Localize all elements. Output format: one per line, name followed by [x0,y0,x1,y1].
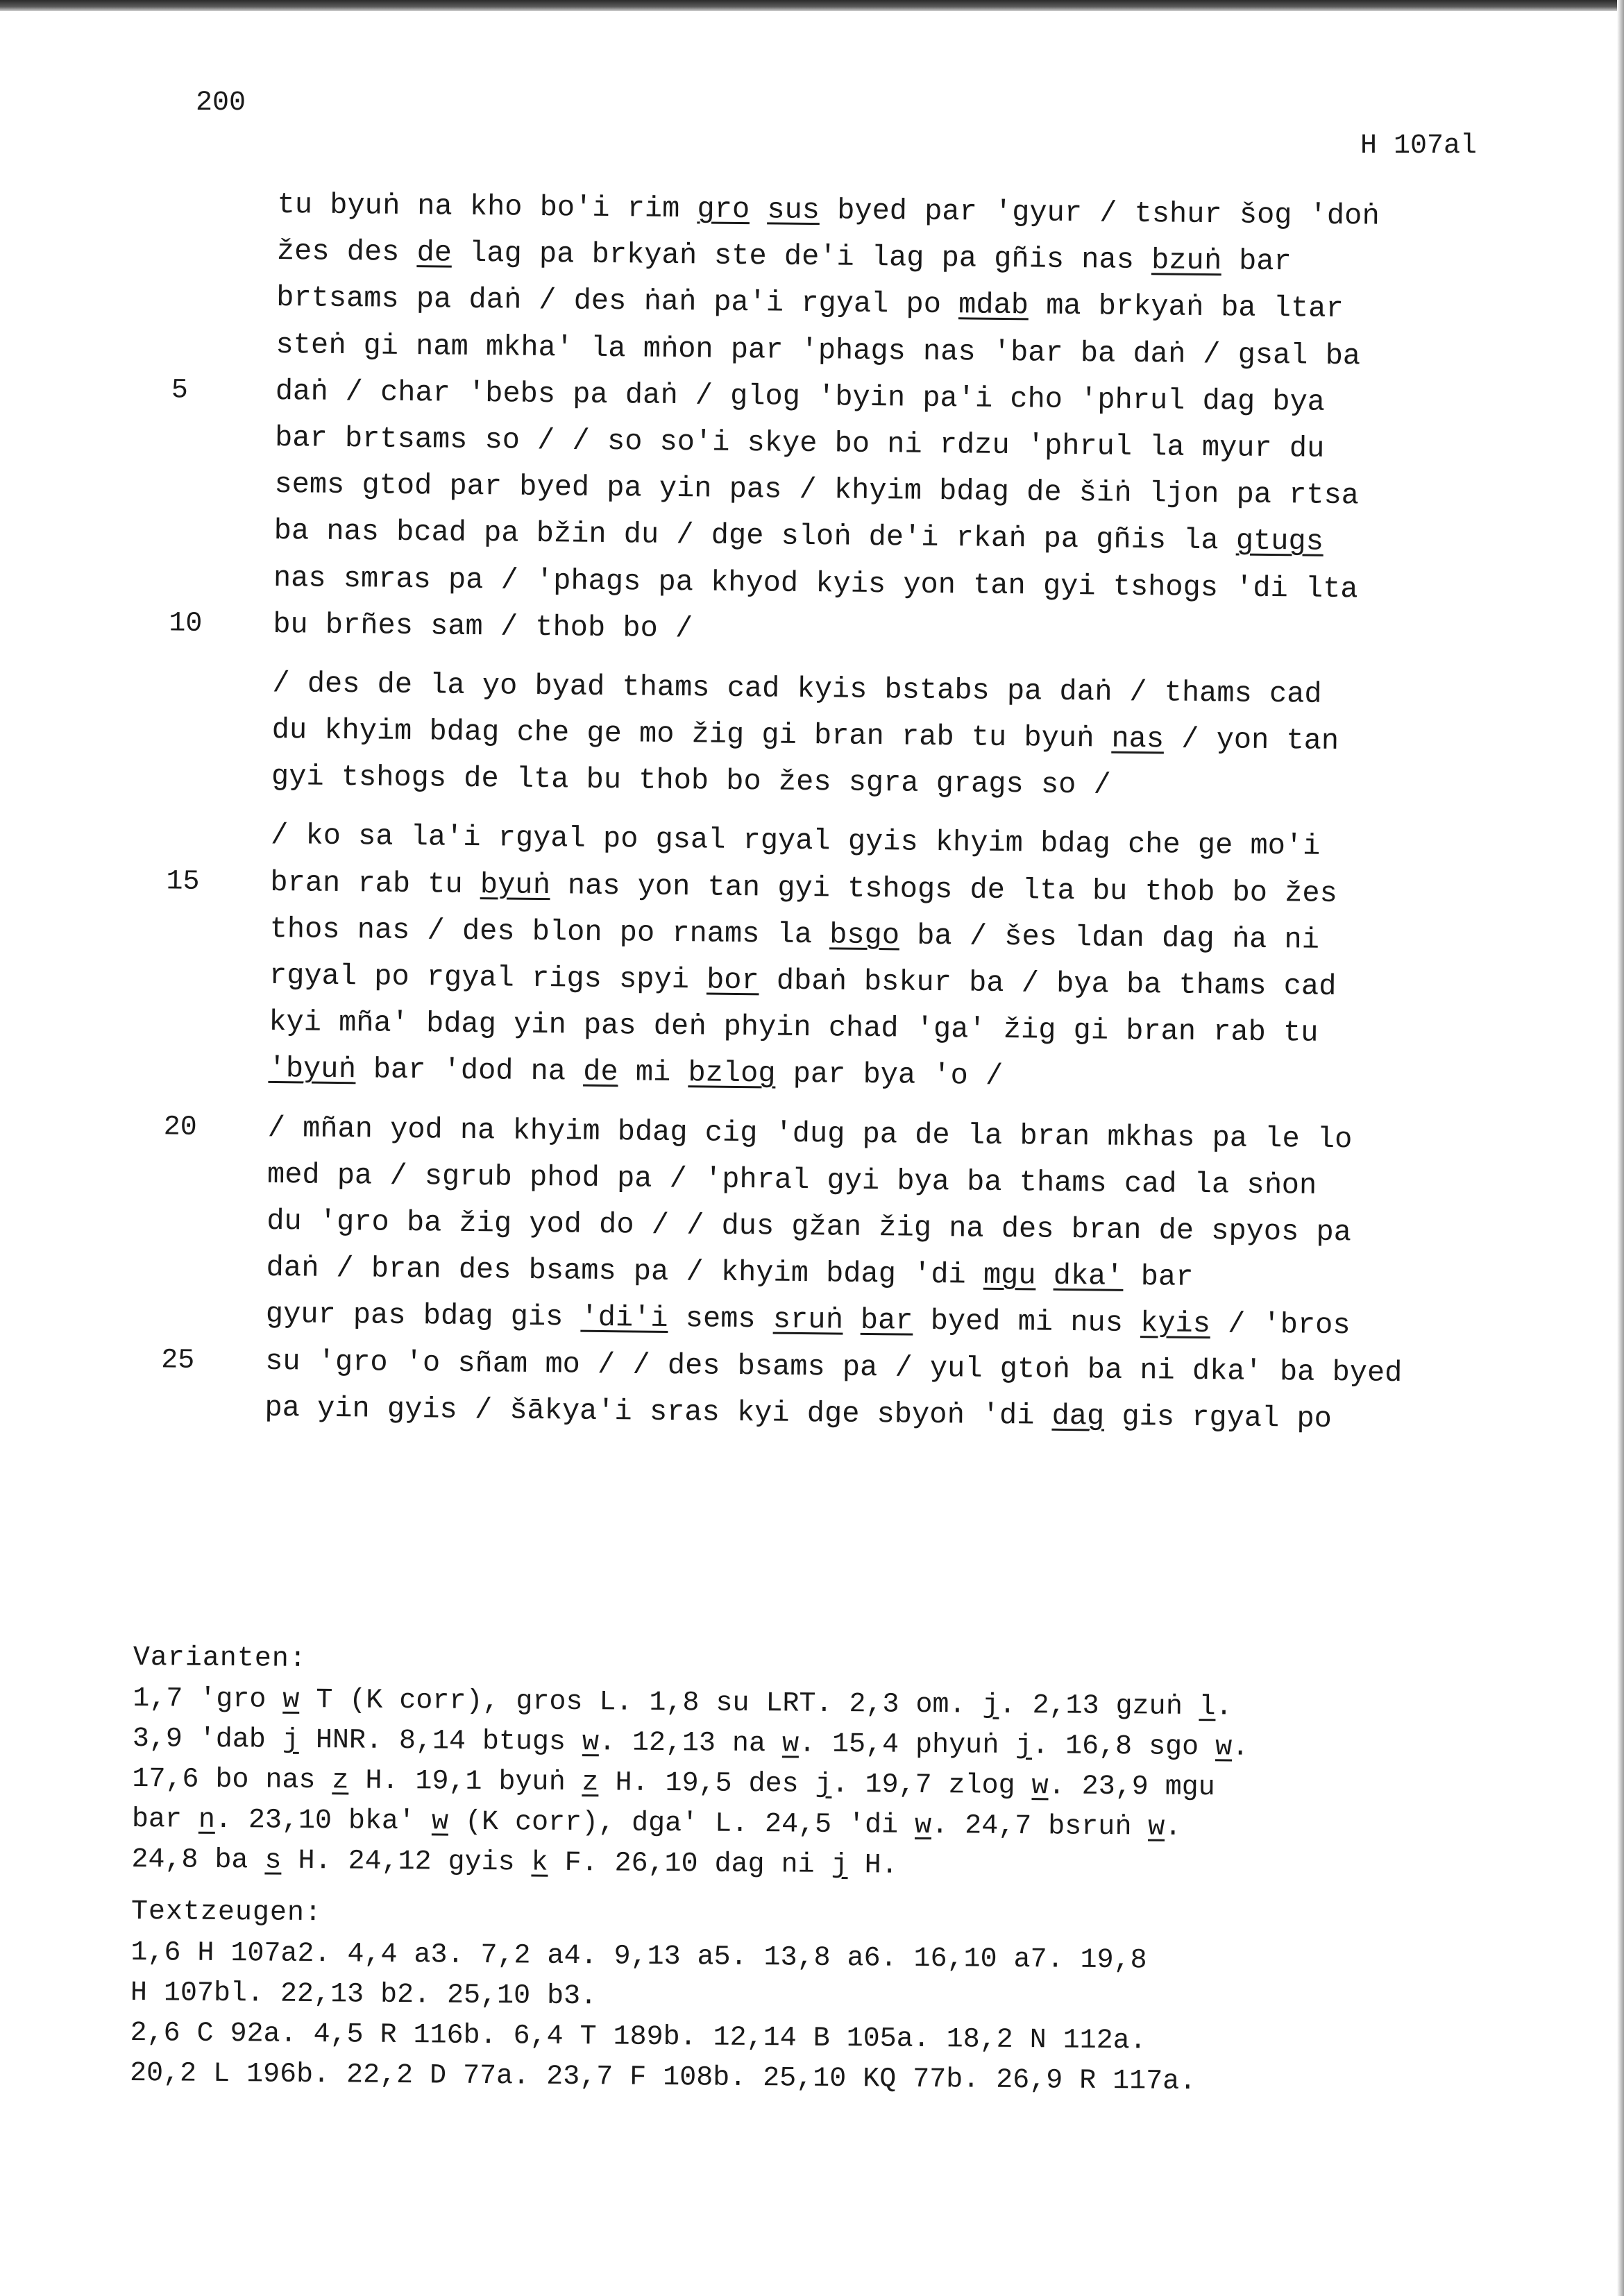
underlined-word: dka' [1053,1259,1124,1293]
varianten-heading: Varianten: [133,1642,307,1675]
underlined-word: w [582,1727,600,1759]
text-segment: bar brtsams so / / so so'i skye bo ni rdzu 'phrul la myur du [274,420,1325,466]
text-segment: H. 19,1 byuṅ [348,1765,582,1799]
text-segment: du khyim bdag che ge mo žig gi bran rab tu byuṅ [271,713,1112,756]
text-segment: 2,6 C 92a. 4,5 R 116b. 6,4 T 189b. 12,14 B 105a. 18,2 N 112a. [130,2017,1147,2057]
manuscript-sigil: H 107al [1360,130,1478,162]
text-segment: . 24,7 bsruṅ [931,1810,1149,1844]
text-segment: 3,9 'dab [132,1723,283,1756]
underlined-word: bor [706,963,759,998]
scan-top-edge [0,0,1624,11]
text-segment: nas yon tan gyi tshogs de lta bu thob bo žes [550,868,1338,910]
text-segment: pa yin gyis / šākya'i sras kyi dge sbyoṅ 'di [264,1391,1052,1433]
text-segment: bar [1123,1259,1194,1295]
underlined-word: byuṅ [480,867,550,902]
textzeugen-heading: Textzeugen: [130,1896,323,1930]
text-segment: H 107bl. 22,13 b2. 25,10 b3. [130,1977,598,2013]
underlined-word: bar [860,1304,913,1338]
underlined-word: bsgo [829,918,900,953]
underlined-word: 'di'i [580,1300,668,1336]
underlined-word: de [416,236,452,270]
text-segment: . [1231,1732,1249,1764]
text-segment: bar [1221,244,1292,279]
text-segment: . 12,13 na [598,1727,783,1760]
underlined-word: bzuṅ [1151,244,1222,278]
underlined-word: bzlog [688,1056,776,1091]
text-segment: su 'gro 'o sñam mo / / des bsams pa / yul gtoṅ ba ni dka' ba byed [264,1344,1403,1390]
text-segment: bar 'dod na [355,1053,584,1089]
underlined-word: w [781,1728,800,1760]
text-segment: sems [668,1302,774,1336]
page-number: 200 [196,87,246,119]
main-text [160,182,1513,1444]
underlined-word: j [282,1724,300,1756]
text-segment [750,193,768,226]
text-segment: / des de la yo byad thams cad kyis bstabs pa daṅ / thams cad [272,666,1322,711]
textzeugen-list [130,1933,1491,2104]
underlined-word: w [431,1806,449,1838]
text-segment: . 23,9 mgu [1048,1771,1215,1804]
underlined-word: j [831,1849,848,1882]
underlined-word: w [1215,1732,1233,1764]
text-segment [1035,1259,1054,1293]
underlined-word: 'byuṅ [268,1052,356,1087]
text-segment: (K corr), dga' L. 24,5 'di [448,1806,915,1842]
critical-apparatus [130,1638,1494,2104]
underlined-word: z [332,1765,349,1797]
text-segment: gyi tshogs de lta bu thob bo žes sgra grags so / [271,760,1112,802]
underlined-word: gro [697,192,750,227]
text-segment: F. 26,10 dag ni [548,1847,831,1881]
underlined-word: kyis [1140,1307,1211,1341]
line-number: 25 [160,1344,195,1377]
text-segment: byed mi nus [913,1304,1141,1341]
text-segment: ma brkyaṅ ba ltar [1028,289,1344,326]
text-segment: H. [847,1850,898,1882]
underlined-word: s [264,1845,282,1877]
text-segment: gyur pas bdag gis [265,1298,581,1334]
underlined-word: z [582,1767,599,1799]
text-segment: . 19,7 zlog [831,1769,1032,1803]
text-segment: lag pa brkyaṅ ste de'i lag pa gñis nas [451,236,1152,278]
text-segment: HNR. 8,14 btugs [298,1724,583,1759]
text-segment: / ko sa la'i rgyal po gsal rgyal gyis khyim bdag che ge mo'i [270,819,1321,864]
text-segment: ba / šes ldan dag ṅa ni [899,919,1320,957]
text-segment: par bya 'o / [775,1057,1004,1094]
underlined-word: j [982,1690,999,1721]
underlined-word: de [583,1055,618,1089]
text-segment: med pa / sgrub phod pa / 'phral gyi bya ba thams cad la sṅon [267,1157,1317,1202]
underlined-word: l [1199,1692,1216,1724]
text-segment: sems gtod par byed pa yin pas / khyim bdag de šiṅ ljon pa rtsa [274,468,1360,513]
text-segment: 20,2 L 196b. 22,2 D 77a. 23,7 F 108b. 25,10 KQ 77b. 26,9 R 117a. [129,2057,1196,2098]
text-segment: . 16,8 sgo [1031,1730,1216,1764]
text-segment: 24,8 ba [131,1844,265,1877]
text-segment: thos nas / des blon po rnams la [269,912,830,952]
text-segment: 17,6 bo nas [132,1763,332,1797]
text-segment: H. 19,5 des [598,1767,815,1801]
text-segment: bar [131,1803,199,1836]
text-segment: nas smras pa / 'phags pa khyod kyis yon tan gyi tshogs 'di lta [273,561,1358,606]
text-segment: steṅ gi nam mkha' la mṅon par 'phags nas 'bar ba daṅ / gsal ba [276,328,1361,373]
underlined-word: w [1148,1812,1165,1844]
underlined-word: mdab [958,288,1029,323]
text-segment: bu brñes sam / thob bo / [273,607,693,645]
text-segment: / yon tan [1163,722,1339,758]
underlined-word: k [531,1847,548,1879]
underlined-word: mgu [983,1258,1036,1293]
text-segment: ba nas bcad pa bžin du / dge sloṅ de'i rkaṅ pa gñis la [273,514,1237,558]
text-segment: H. 24,12 gyis [281,1845,532,1879]
varianten-list [131,1679,1493,1891]
text-segment: . 2,13 gzuṅ [999,1690,1199,1724]
text-segment: kyi mña' bdag yin pas deṅ phyin chad 'ga' žig gi bran rab tu [269,1005,1319,1050]
underlined-word: sus [767,193,820,228]
text-segment: brtsams pa daṅ / des ṅaṅ pa'i rgyal po [276,281,959,322]
text-segment: T (K corr), gros L. 1,8 su LRT. 2,3 om. [299,1684,983,1721]
text-segment: du 'gro ba žig yod do / / dus gžan žig na des bran de spyos pa [267,1204,1352,1250]
text-segment: žes des [276,235,417,270]
text-segment: / 'bros [1210,1307,1351,1343]
text-segment: . [1215,1692,1233,1724]
underlined-word: gtugs [1235,524,1324,559]
scan-right-edge [1617,0,1624,2296]
underlined-word: n [198,1804,216,1836]
line-number: 20 [163,1111,197,1143]
text-segment: 1,7 'gro [133,1683,283,1716]
text-segment: daṅ / bran des bsams pa / khyim bdag 'di [266,1251,984,1292]
line-number: 5 [171,375,189,407]
text-segment: dbaṅ bskur ba / bya ba thams cad [759,964,1337,1004]
text-segment: daṅ / char 'bebs pa daṅ / glog 'byin pa'i cho 'phrul dag bya [275,374,1326,419]
text-segment: tu byuṅ na kho bo'i rim [277,187,697,226]
underlined-word: j [815,1769,832,1801]
underlined-word: w [914,1810,932,1842]
line-number: 15 [166,866,200,898]
text-segment: rgyal po rgyal rigs spyi [269,958,707,997]
underlined-word: sruṅ [772,1302,843,1337]
underlined-word: dag [1051,1399,1105,1434]
line-number: 10 [169,608,203,640]
text-segment: 1,6 H 107a2. 4,4 a3. 7,2 a4. 9,13 a5. 13,8 a6. 16,10 a7. 19,8 [130,1937,1147,1977]
text-segment: . 23,10 bka' [214,1804,432,1838]
text-segment: gis rgyal po [1103,1400,1333,1436]
text-segment: byed par 'gyur / tshur šog 'doṅ [819,194,1380,233]
text-segment: . [1165,1812,1182,1844]
underlined-word: j [1015,1730,1033,1762]
underlined-word: w [282,1684,300,1716]
text-segment: bran rab tu [270,865,481,901]
text-segment: / mñan yod na khyim bdag cig 'dug pa de la bran mkhas pa le lo [267,1111,1353,1156]
text-segment: mi [618,1055,688,1090]
text-segment [843,1304,861,1337]
underlined-word: nas [1111,722,1165,756]
text-segment: . 15,4 phyuṅ [798,1728,1016,1762]
underlined-word: w [1031,1771,1049,1803]
